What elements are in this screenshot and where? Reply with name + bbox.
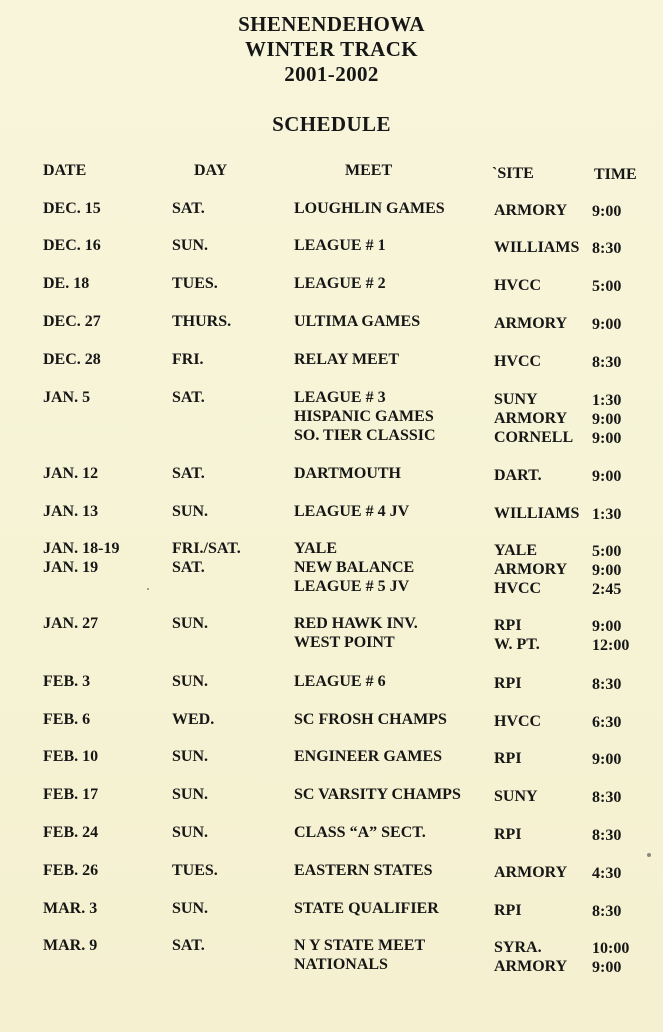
row-time: 8:30 [592,827,622,844]
title-sport: WINTER TRACK [244,37,419,61]
row-site: SUNY [494,391,538,408]
row-site: ARMORY [494,410,568,427]
row-day: SAT. [172,937,205,954]
row-day: THURS. [172,313,232,330]
row-site: HVCC [494,277,542,294]
row-meet: DARTMOUTH [294,465,401,482]
row-day: FRI./SAT. [172,540,241,557]
row-site: CORNELL [494,429,574,446]
row-site: HVCC [494,580,542,597]
row-site: WILLIAMS [494,239,580,256]
row-day: FRI. [172,351,204,368]
row-day: TUES. [172,862,218,879]
row-date: FEB. 26 [43,862,99,879]
row-day: SAT. [172,465,205,482]
row-time: 8:30 [592,789,622,806]
row-day: SUN. [172,503,209,520]
row-site: ARMORY [494,864,568,881]
row-day: SAT. [172,559,205,576]
row-date: FEB. 10 [43,748,99,765]
row-day: SUN. [172,900,209,917]
row-meet: LEAGUE # 4 JV [294,503,410,520]
row-time: 9:00 [592,618,622,635]
row-meet: STATE QUALIFIER [294,900,439,917]
row-time: 9:00 [592,316,622,333]
row-day: TUES. [172,275,218,292]
row-meet: WEST POINT [294,634,395,651]
row-date: JAN. 12 [43,465,99,482]
row-time: 9:00 [592,411,622,428]
row-date: MAR. 3 [43,900,98,917]
row-time: 8:30 [592,354,622,371]
row-meet: LEAGUE # 6 [294,673,386,690]
row-site: SYRA. [494,939,542,956]
row-date: JAN. 18-19 [43,540,120,557]
row-day: SUN. [172,824,209,841]
row-time: 2:45 [592,581,622,598]
row-time: 12:00 [592,637,630,654]
row-date: DEC. 16 [43,237,101,254]
row-day: SUN. [172,673,209,690]
row-day: SUN. [172,615,209,632]
row-meet: ENGINEER GAMES [294,748,443,765]
row-time: 4:30 [592,865,622,882]
title-season: 2001-2002 [284,62,379,86]
row-site: RPI [494,675,522,692]
row-date: JAN. 19 [43,559,99,576]
row-date: DEC. 27 [43,313,101,330]
row-date: JAN. 27 [43,615,99,632]
schedule-heading: SCHEDULE [272,112,391,136]
row-time: 5:00 [592,543,622,560]
column-header-site: `SITE [492,165,534,182]
row-site: RPI [494,617,522,634]
row-site: ARMORY [494,958,568,975]
row-site: ARMORY [494,315,568,332]
column-header-meet: MEET [345,162,393,179]
row-meet: CLASS “A” SECT. [294,824,426,841]
row-date: DEC. 15 [43,200,101,217]
row-meet: LEAGUE # 2 [294,275,386,292]
row-time: 10:00 [592,940,630,957]
row-time: 6:30 [592,714,622,731]
row-site: WILLIAMS [494,505,580,522]
row-meet: LEAGUE # 3 [294,389,386,406]
column-header-day: DAY [194,162,228,179]
row-meet: LOUGHLIN GAMES [294,200,445,217]
row-date: FEB. 24 [43,824,99,841]
row-date: FEB. 17 [43,786,99,803]
row-site: DART. [494,467,542,484]
row-site: ARMORY [494,561,568,578]
row-site: RPI [494,750,522,767]
row-meet: NATIONALS [294,956,388,973]
row-site: RPI [494,902,522,919]
row-date: DE. 18 [43,275,90,292]
paper-speck [147,588,149,590]
row-day: SUN. [172,786,209,803]
row-meet: NEW BALANCE [294,559,415,576]
row-site: HVCC [494,713,542,730]
paper-speck [647,853,651,857]
row-day: WED. [172,711,215,728]
row-date: JAN. 5 [43,389,91,406]
row-site: SUNY [494,788,538,805]
row-day: SUN. [172,748,209,765]
row-time: 5:00 [592,278,622,295]
row-site: ARMORY [494,202,568,219]
row-meet: LEAGUE # 1 [294,237,386,254]
row-date: FEB. 3 [43,673,91,690]
row-meet: SO. TIER CLASSIC [294,427,436,444]
row-site: W. PT. [494,636,540,653]
row-date: JAN. 13 [43,503,99,520]
row-day: SUN. [172,237,209,254]
row-time: 9:00 [592,203,622,220]
column-header-time: TIME [594,166,637,183]
row-day: SAT. [172,389,205,406]
row-time: 9:00 [592,562,622,579]
row-time: 8:30 [592,676,622,693]
row-time: 9:00 [592,430,622,447]
row-meet: ULTIMA GAMES [294,313,421,330]
row-date: MAR. 9 [43,937,98,954]
row-time: 1:30 [592,392,622,409]
row-meet: RELAY MEET [294,351,400,368]
column-header-date: DATE [43,162,87,179]
title-school: SHENENDEHOWA [238,12,425,36]
row-time: 9:00 [592,468,622,485]
row-site: YALE [494,542,537,559]
row-site: HVCC [494,353,542,370]
row-meet: SC FROSH CHAMPS [294,711,447,728]
row-meet: YALE [294,540,337,557]
row-meet: EASTERN STATES [294,862,433,879]
row-time: 9:00 [592,959,622,976]
row-meet: SC VARSITY CHAMPS [294,786,461,803]
row-time: 8:30 [592,240,622,257]
row-time: 8:30 [592,903,622,920]
row-date: DEC. 28 [43,351,101,368]
row-time: 9:00 [592,751,622,768]
row-day: SAT. [172,200,205,217]
row-date: FEB. 6 [43,711,91,728]
row-meet: N Y STATE MEET [294,937,426,954]
row-meet: RED HAWK INV. [294,615,418,632]
row-meet: LEAGUE # 5 JV [294,578,410,595]
row-time: 1:30 [592,506,622,523]
row-meet: HISPANIC GAMES [294,408,434,425]
row-site: RPI [494,826,522,843]
